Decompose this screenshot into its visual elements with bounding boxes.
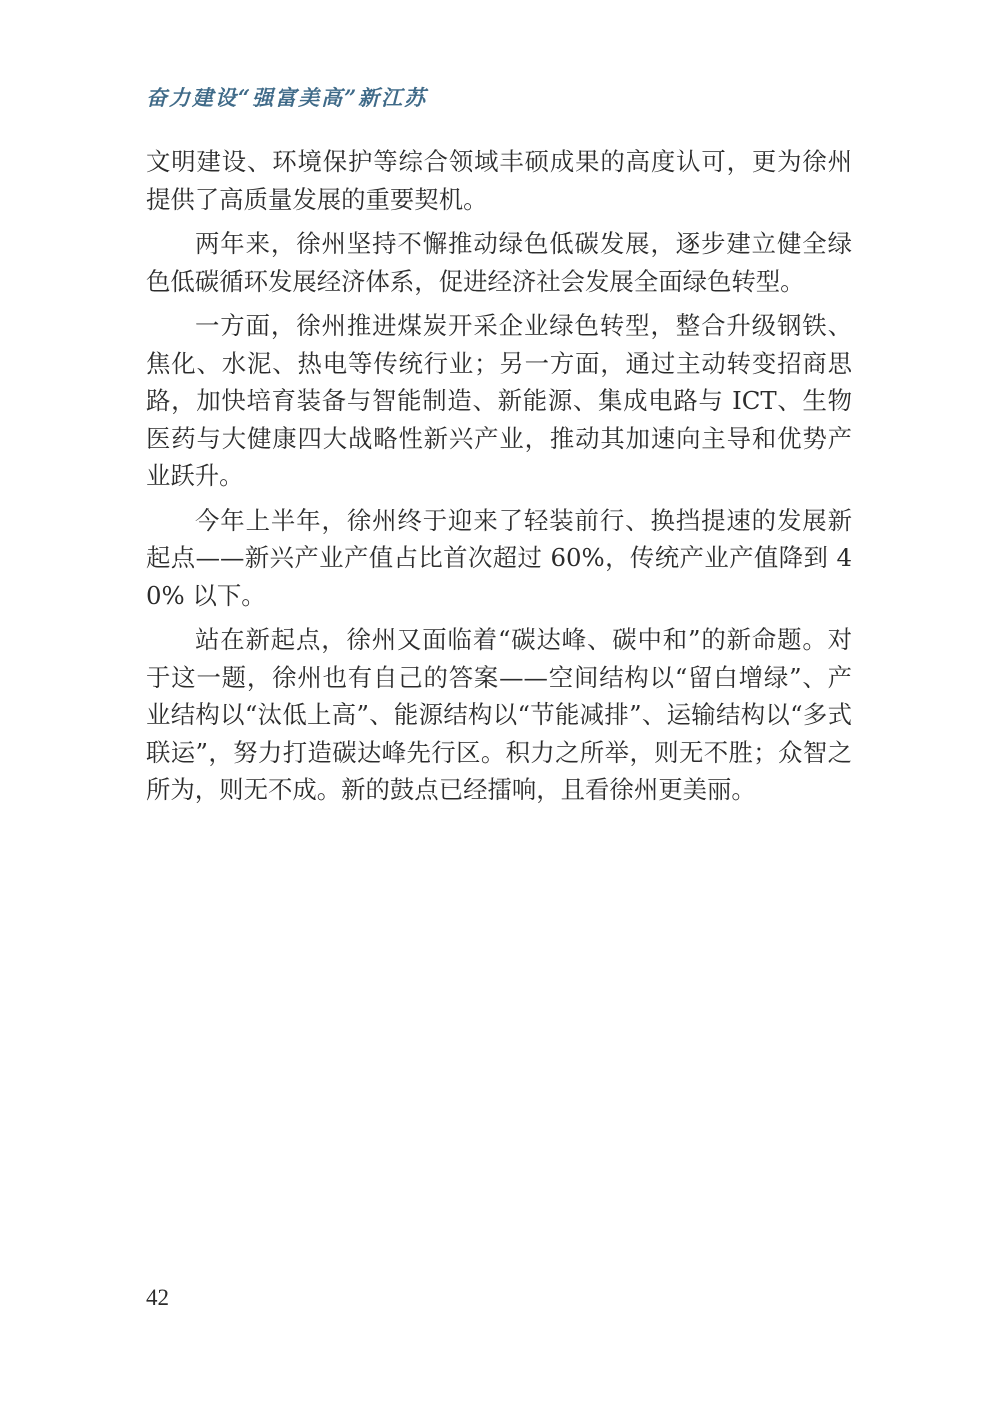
running-header: 奋力建设“强富美高”新江苏: [146, 85, 428, 110]
paragraph: 两年来，徐州坚持不懈推动绿色低碳发展，逐步建立健全绿色低碳循环发展经济体系，促进经济社会发展全面绿色转型。: [146, 229, 852, 296]
page-number: 42: [146, 1285, 169, 1310]
paragraph: 一方面，徐州推进煤炭开采企业绿色转型，整合升级钢铁、焦化、水泥、热电等传统行业；另一方面，通过主动转变招商思路，加快培育装备与智能制造、新能源、集成电路与 ICT、生物医药与大健康四大战略性新兴产业，推动其加速向主导和优势产业跃升。: [146, 311, 852, 490]
paragraph-continued: 文明建设、环境保护等综合领域丰硕成果的高度认可，更为徐州提供了高质量发展的重要契机。: [146, 147, 852, 214]
paragraph: 今年上半年，徐州终于迎来了轻装前行、换挡提速的发展新起点——新兴产业产值占比首次超过 60%，传统产业产值降到 40% 以下。: [146, 505, 852, 610]
body-text: [146, 143, 852, 816]
paragraph: 站在新起点，徐州又面临着“碳达峰、碳中和”的新命题。对于这一题，徐州也有自己的答案——空间结构以“留白增绿”、产业结构以“汰低上高”、能源结构以“节能减排”、运输结构以“多式联运”，努力打造碳达峰先行区。积力之所举，则无不胜；众智之所为，则无不成。新的鼓点已经擂响，且看徐州更美丽。: [146, 625, 852, 804]
